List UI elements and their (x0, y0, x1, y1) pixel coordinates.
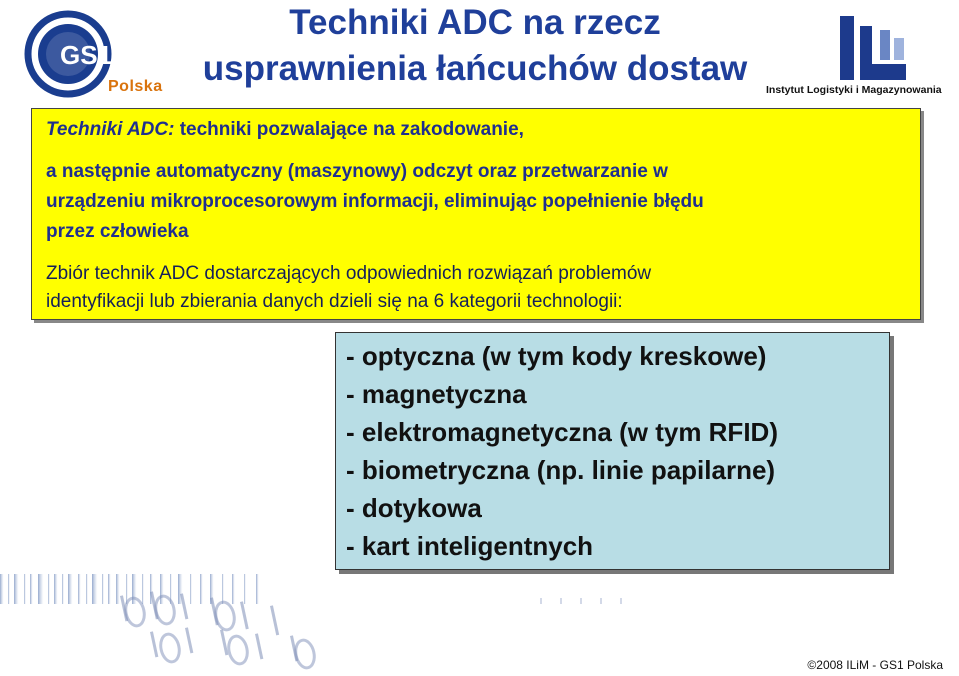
categories-box (335, 332, 890, 570)
category-item: - optyczna (w tym kody kreskowe) (346, 341, 767, 371)
copyright: ©2008 ILiM - GS1 Polska (807, 658, 943, 672)
definition-line6: identyfikacji lub zbierania danych dzieli się na 6 kategorii technologii: (46, 291, 623, 312)
category-item: - dotykowa (346, 493, 482, 523)
ilim-logo (822, 10, 942, 90)
gs1-logo-text: GS1 (60, 40, 113, 70)
definition-line1-rest: techniki pozwalające na zakodowanie, (174, 119, 524, 140)
definition-line4: przez człowieka (46, 221, 189, 242)
category-item: - biometryczna (np. linie papilarne) (346, 455, 776, 485)
category-item: - magnetyczna (346, 379, 527, 409)
page-title (160, 0, 790, 92)
gs1-logo-sub: Polska (108, 78, 163, 95)
definition-box (31, 108, 921, 320)
definition-line1 (46, 119, 524, 141)
definition-line3: urządzeniu mikroprocesorowym informacji, eliminując popełnienie błędu (46, 191, 704, 212)
definition-term: Techniki ADC: (46, 119, 175, 140)
category-item: - kart inteligentnych (346, 531, 594, 561)
definition-line2: a następnie automatyczny (maszynowy) odczyt oraz przetwarzanie w (46, 161, 668, 182)
ilim-logo-caption: Instytut Logistyki i Magazynowania (766, 84, 942, 96)
category-item: - elektromagnetyczna (w tym RFID) (346, 417, 778, 447)
page-title-line1: Techniki ADC na rzecz (289, 3, 661, 42)
definition-line5: Zbiór technik ADC dostarczających odpowiednich rozwiązań problemów (46, 263, 652, 284)
page-title-line2: usprawnienia łańcuchów dostaw (202, 49, 748, 88)
